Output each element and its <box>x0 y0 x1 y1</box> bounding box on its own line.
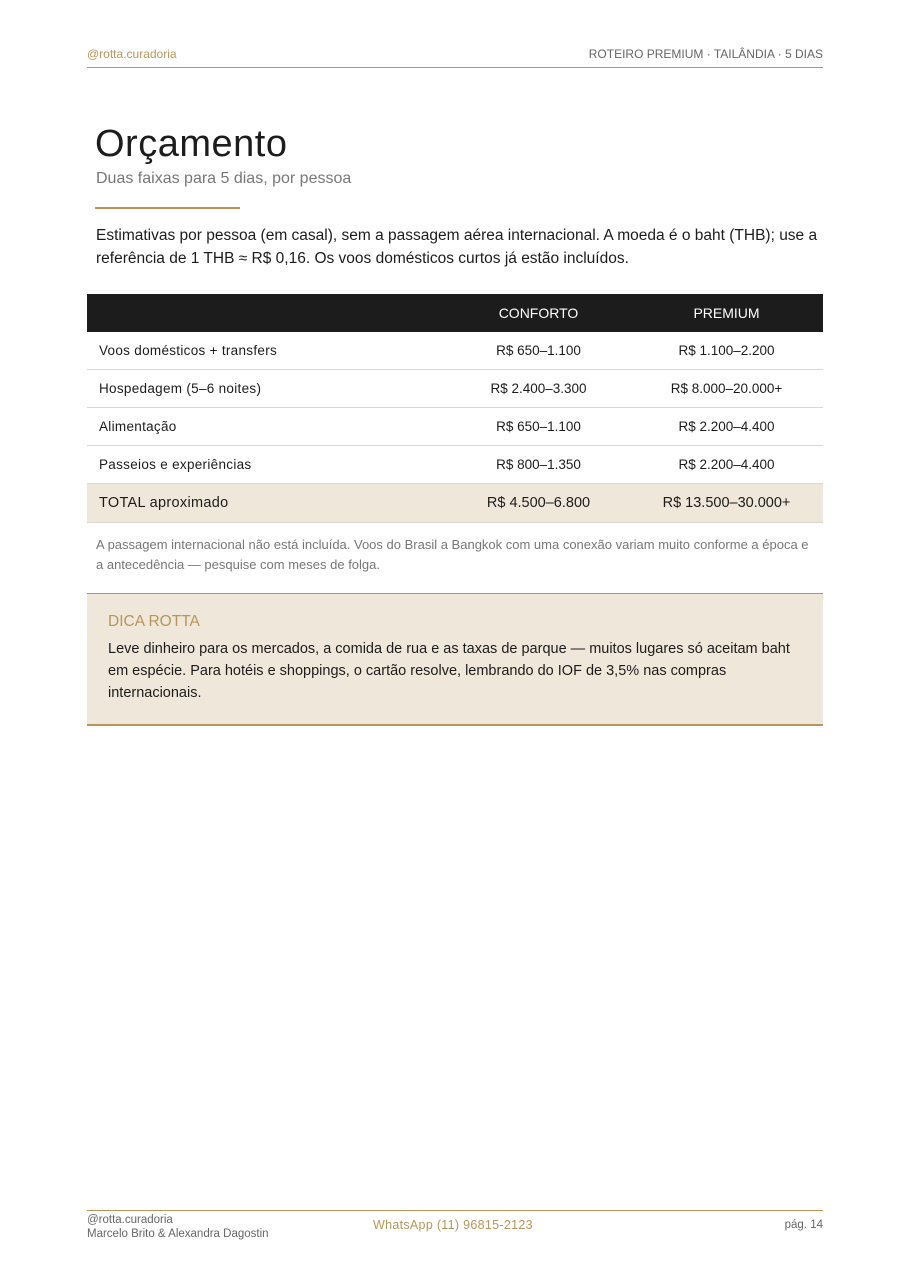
footer-authors: Marcelo Brito & Alexandra Dagostin <box>87 1228 269 1240</box>
row-premium: R$ 2.200–4.400 <box>630 408 823 446</box>
header-premium: PREMIUM <box>630 294 823 332</box>
footer-credits <box>87 1213 269 1241</box>
row-premium: R$ 2.200–4.400 <box>630 446 823 484</box>
table-total-row <box>87 484 823 523</box>
page-title: Orçamento <box>95 123 288 165</box>
row-item: Passeios e experiências <box>87 446 447 484</box>
footer-handle: @rotta.curadoria <box>87 1214 173 1226</box>
row-item: Alimentação <box>87 408 447 446</box>
table-row <box>87 332 823 370</box>
table-header-row <box>87 294 823 332</box>
row-item: Voos domésticos + transfers <box>87 332 447 370</box>
header-handle: @rotta.curadoria <box>87 47 177 61</box>
total-label: TOTAL aproximado <box>87 484 447 523</box>
table-row <box>87 370 823 408</box>
row-item: Hospedagem (5–6 noites) <box>87 370 447 408</box>
row-conforto: R$ 650–1.100 <box>447 408 630 446</box>
row-conforto: R$ 800–1.350 <box>447 446 630 484</box>
table-row <box>87 408 823 446</box>
tip-text: Leve dinheiro para os mercados, a comida de rua e as taxas de parque — muitos lugares só aceitam baht em espécie. Para hotéis e shoppings, o cartão resolve, lembrando do IOF de 3,5% nas compras internacionais. <box>108 641 790 701</box>
page-header <box>87 46 823 68</box>
total-conforto: R$ 4.500–6.800 <box>447 484 630 523</box>
page-subtitle: Duas faixas para 5 dias, por pessoa <box>96 170 352 187</box>
table-row <box>87 446 823 484</box>
header-conforto: CONFORTO <box>447 294 630 332</box>
tip-title: DICA ROTTA <box>108 613 200 630</box>
total-premium: R$ 13.500–30.000+ <box>630 484 823 523</box>
row-conforto: R$ 650–1.100 <box>447 332 630 370</box>
footer-whatsapp-link[interactable]: WhatsApp (11) 96815-2123 <box>373 1218 533 1232</box>
row-conforto: R$ 2.400–3.300 <box>447 370 630 408</box>
intro-paragraph: Estimativas por pessoa (em casal), sem a passagem aérea internacional. A moeda é o baht (THB); use a referência de 1 THB ≈ R$ 0,16. Os voos domésticos curtos já estão incluídos. <box>96 227 818 267</box>
header-guide-title: ROTEIRO PREMIUM · TAILÂNDIA · 5 DIAS <box>588 47 823 61</box>
page-number: pág. 14 <box>784 1219 823 1231</box>
row-premium: R$ 1.100–2.200 <box>630 332 823 370</box>
page-footer <box>87 1210 823 1246</box>
row-premium: R$ 8.000–20.000+ <box>630 370 823 408</box>
tip-callout <box>87 593 823 726</box>
title-divider <box>95 207 240 209</box>
header-item <box>87 294 447 332</box>
budget-table <box>87 294 823 523</box>
table-footnote: A passagem internacional não está incluída. Voos do Brasil a Bangkok com uma conexão variam muito conforme a época e a antecedência — pesquise com meses de folga. <box>96 537 809 572</box>
